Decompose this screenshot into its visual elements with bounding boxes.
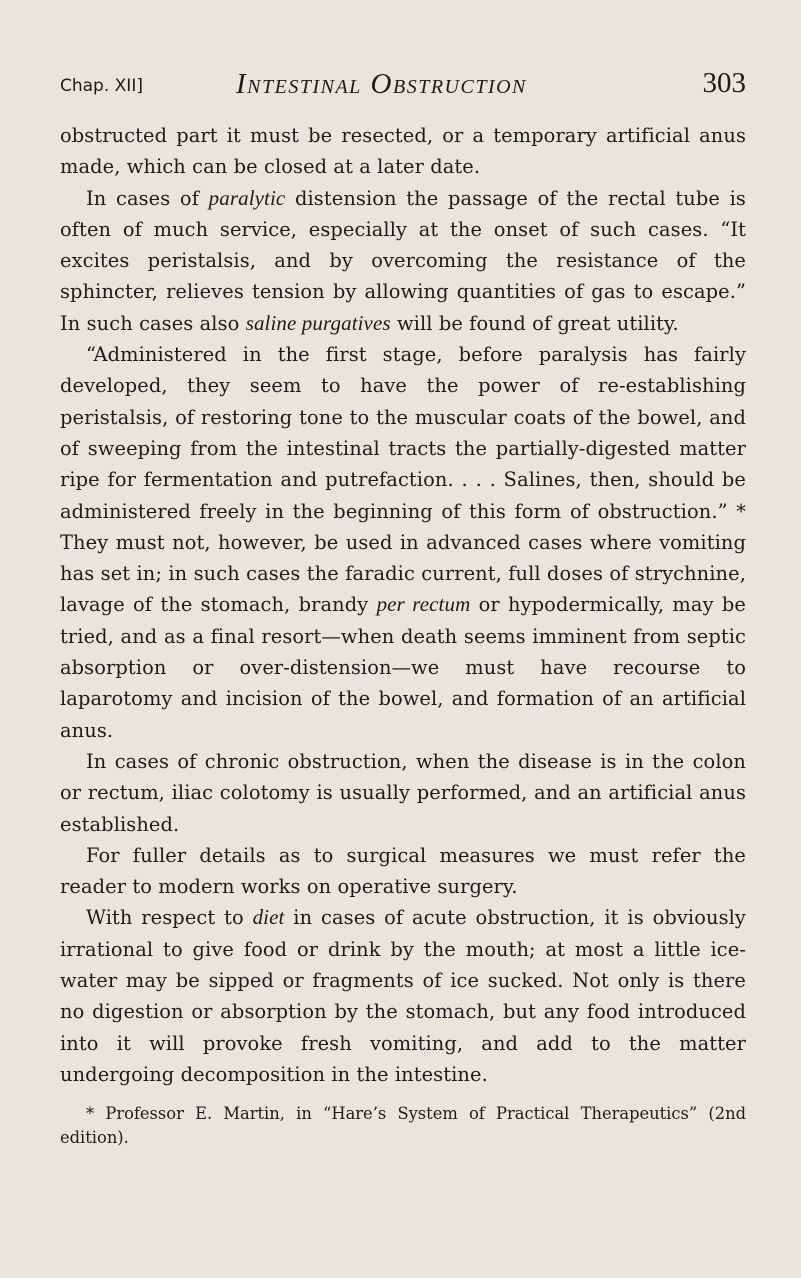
italic-text: saline purgatives [245, 310, 391, 335]
paragraph [60, 339, 746, 746]
text-run: In cases of [86, 186, 209, 210]
paragraph [60, 746, 746, 840]
page-number: 303 [702, 67, 746, 99]
book-page [60, 62, 746, 1150]
body-text [60, 120, 746, 1090]
text-run: “Administered in the first stage, before paralysis has fairly developed, they seem to have the power of re-establishing peristalsis, of restoring tone to the muscular coats of the bowel, and of sweeping from the intestinal tracts the partially-digested matter ripe for fermentation and putrefaction. . . . Salines, then, should be administered freely in the beginning of this form of obstruction.” * They must not, however, be used in advanced cases where vomiting has set in; in such cases the faradic current, full doses of strychnine, lavage of the stomach, brandy [60, 343, 746, 617]
paragraph [60, 902, 746, 1090]
text-run: With respect to [86, 906, 253, 930]
text-run: In cases of chronic obstruction, when the disease is in the colon or rectum, iliac colotomy is usually performed, and an artificial anus established. [60, 749, 746, 836]
paragraph [60, 840, 746, 903]
text-run: obstructed part it must be resected, or a temporary artificial anus made, which can be closed at a later date. [60, 124, 746, 179]
running-head [60, 62, 746, 102]
text-run: For fuller details as to surgical measures we must refer the reader to modern works on operative surgery. [60, 843, 746, 899]
running-title: Intestinal Obstruction [236, 68, 527, 100]
text-run: or hypodermically, may be tried, and as a final resort—when death seems imminent from septic absorption or over-distension—we must have recourse to laparotomy and incision of the bowel, and formation of an artificial anus. [60, 593, 746, 742]
text-run: distension the passage of the rectal tube is often of much service, especially at the onset of such cases. “It excites peristalsis, and by overcoming the resistance of the sphincter, relieves tension by allowing quantities of gas to escape.” In such cases also [60, 186, 746, 335]
italic-text: diet [252, 905, 285, 930]
text-run: will be found of great utility. [390, 311, 679, 335]
text-run: in cases of acute obstruction, it is obviously irrational to give food or drink by the mouth; at most a little ice-water may be sipped or fragments of ice sucked. Not only is there no digestion or absorption by the stomach, but any food introduced into it will provoke fresh vomiting, and add to the matter undergoing decomposition in the intestine. [60, 906, 746, 1086]
footnote: * Professor E. Martin, in “Hare’s System of Practical Therapeutics” (2nd edition). [60, 1104, 746, 1148]
paragraph [60, 183, 746, 339]
chapter-label: Chap. XII] [60, 76, 143, 96]
italic-text: paralytic [208, 185, 286, 210]
paragraph [60, 120, 746, 183]
italic-text: per rectum [376, 592, 471, 617]
